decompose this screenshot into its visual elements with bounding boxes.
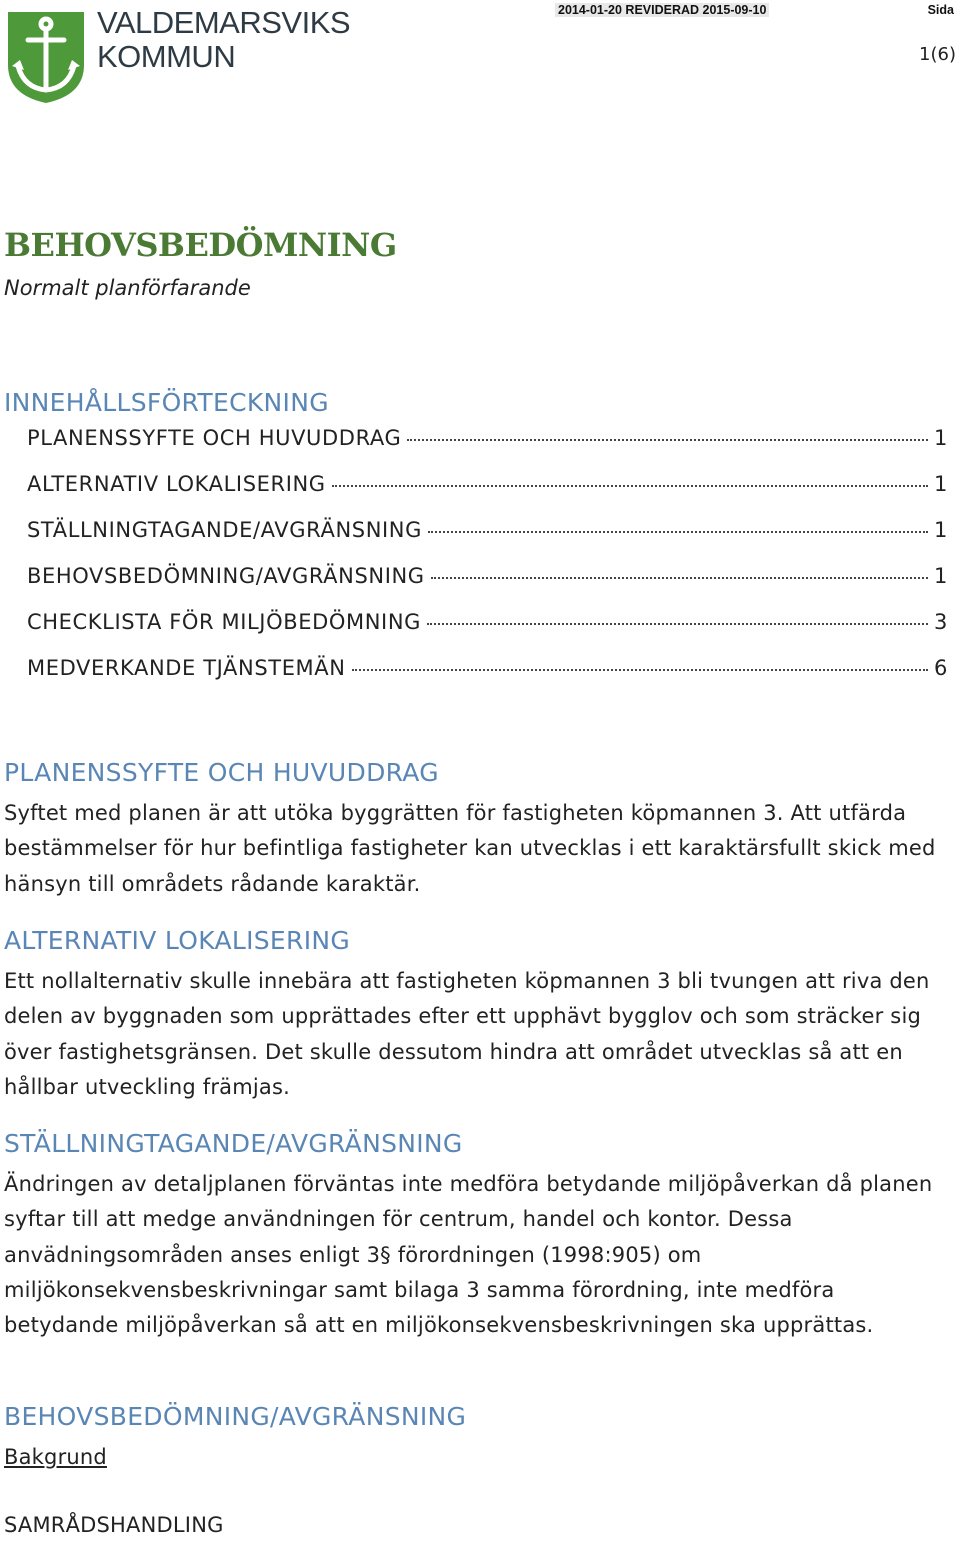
section-heading-behovsbedomning: BEHOVSBEDÖMNING/AVGRÄNSNING bbox=[4, 1402, 467, 1431]
toc-item-page: 6 bbox=[934, 656, 948, 680]
document-subtitle: Normalt planförfarande bbox=[4, 276, 251, 300]
section-text-planenssyfte: Syftet med planen är att utöka byggrätten för fastigheten köpmannen 3. Att utfärda bestämmelser för hur befintliga fastigheter kan utvecklas i ett karaktärsfullt skick med hänsyn till områdets rådande karaktär. bbox=[4, 801, 936, 896]
toc-leader-dots bbox=[407, 439, 928, 441]
toc-item[interactable] bbox=[27, 472, 948, 518]
toc-item-label: STÄLLNINGTAGANDE/AVGRÄNSNING bbox=[27, 518, 422, 542]
toc-item-label: BEHOVSBEDÖMNING/AVGRÄNSNING bbox=[27, 564, 425, 588]
document-dates: 2014-01-20 REVIDERAD 2015-09-10 bbox=[555, 3, 769, 17]
toc-item[interactable] bbox=[27, 518, 948, 564]
toc-leader-dots bbox=[352, 669, 928, 671]
toc-leader-dots bbox=[427, 623, 928, 625]
toc-leader-dots bbox=[428, 531, 928, 533]
toc-item-label: MEDVERKANDE TJÄNSTEMÄN bbox=[27, 656, 346, 680]
organization-name-line2: KOMMUN bbox=[97, 39, 236, 74]
toc-heading: INNEHÅLLSFÖRTECKNING bbox=[4, 388, 329, 417]
table-of-contents bbox=[27, 426, 948, 702]
toc-leader-dots bbox=[431, 577, 928, 579]
toc-item-page: 3 bbox=[934, 610, 948, 634]
document-status: SAMRÅDSHANDLING bbox=[4, 1513, 224, 1537]
toc-item-page: 1 bbox=[934, 472, 948, 496]
section-text-stallningtagande: Ändringen av detaljplanen förväntas inte medföra betydande miljöpåverkan då planen syftar till att medge användningen för centrum, handel och kontor. Dessa anvädningsområden anses enligt 3§ förordningen (1998:905) om miljökonsekvensbeskrivningar samt bilaga 3 samma förordning, inte medföra betydande miljöpåverkan så att en miljökonsekvensbeskrivningen ska upprättas. bbox=[4, 1172, 933, 1338]
toc-item-label: PLANENSSYFTE OCH HUVUDDRAG bbox=[27, 426, 402, 450]
toc-item[interactable] bbox=[27, 426, 948, 472]
toc-item-page: 1 bbox=[934, 564, 948, 588]
anchor-shield-icon bbox=[6, 10, 86, 105]
toc-item[interactable] bbox=[27, 610, 948, 656]
toc-item-page: 1 bbox=[934, 426, 948, 450]
organization-name-line1: VALDEMARSVIKS bbox=[97, 5, 351, 40]
section-heading-stallningtagande: STÄLLNINGTAGANDE/AVGRÄNSNING bbox=[4, 1129, 463, 1158]
organization-name bbox=[97, 6, 350, 74]
section-heading-alternativ-lokalisering: ALTERNATIV LOKALISERING bbox=[4, 926, 351, 955]
toc-item-label: CHECKLISTA FÖR MILJÖBEDÖMNING bbox=[27, 610, 422, 634]
document-title: BEHOVSBEDÖMNING bbox=[4, 226, 397, 264]
toc-item[interactable] bbox=[27, 656, 948, 702]
page-number: 1(6) bbox=[919, 44, 956, 65]
toc-item-page: 1 bbox=[934, 518, 948, 542]
section-text-alternativ-lokalisering: Ett nollalternativ skulle innebära att fastigheten köpmannen 3 bli tvungen att riva den delen av byggnaden som upprättades efter ett upphävt bygglov och som sträcker sig över fastighetsgränsen. Det skulle dessutom hindra att området utvecklas så att en hållbar utveckling främjas. bbox=[4, 969, 930, 1099]
toc-leader-dots bbox=[332, 485, 928, 487]
section-subheading-bakgrund: Bakgrund bbox=[4, 1445, 107, 1469]
toc-item[interactable] bbox=[27, 564, 948, 610]
page-label: Sida bbox=[927, 3, 954, 17]
section-heading-planenssyfte: PLANENSSYFTE OCH HUVUDDRAG bbox=[4, 758, 439, 787]
toc-item-label: ALTERNATIV LOKALISERING bbox=[27, 472, 326, 496]
